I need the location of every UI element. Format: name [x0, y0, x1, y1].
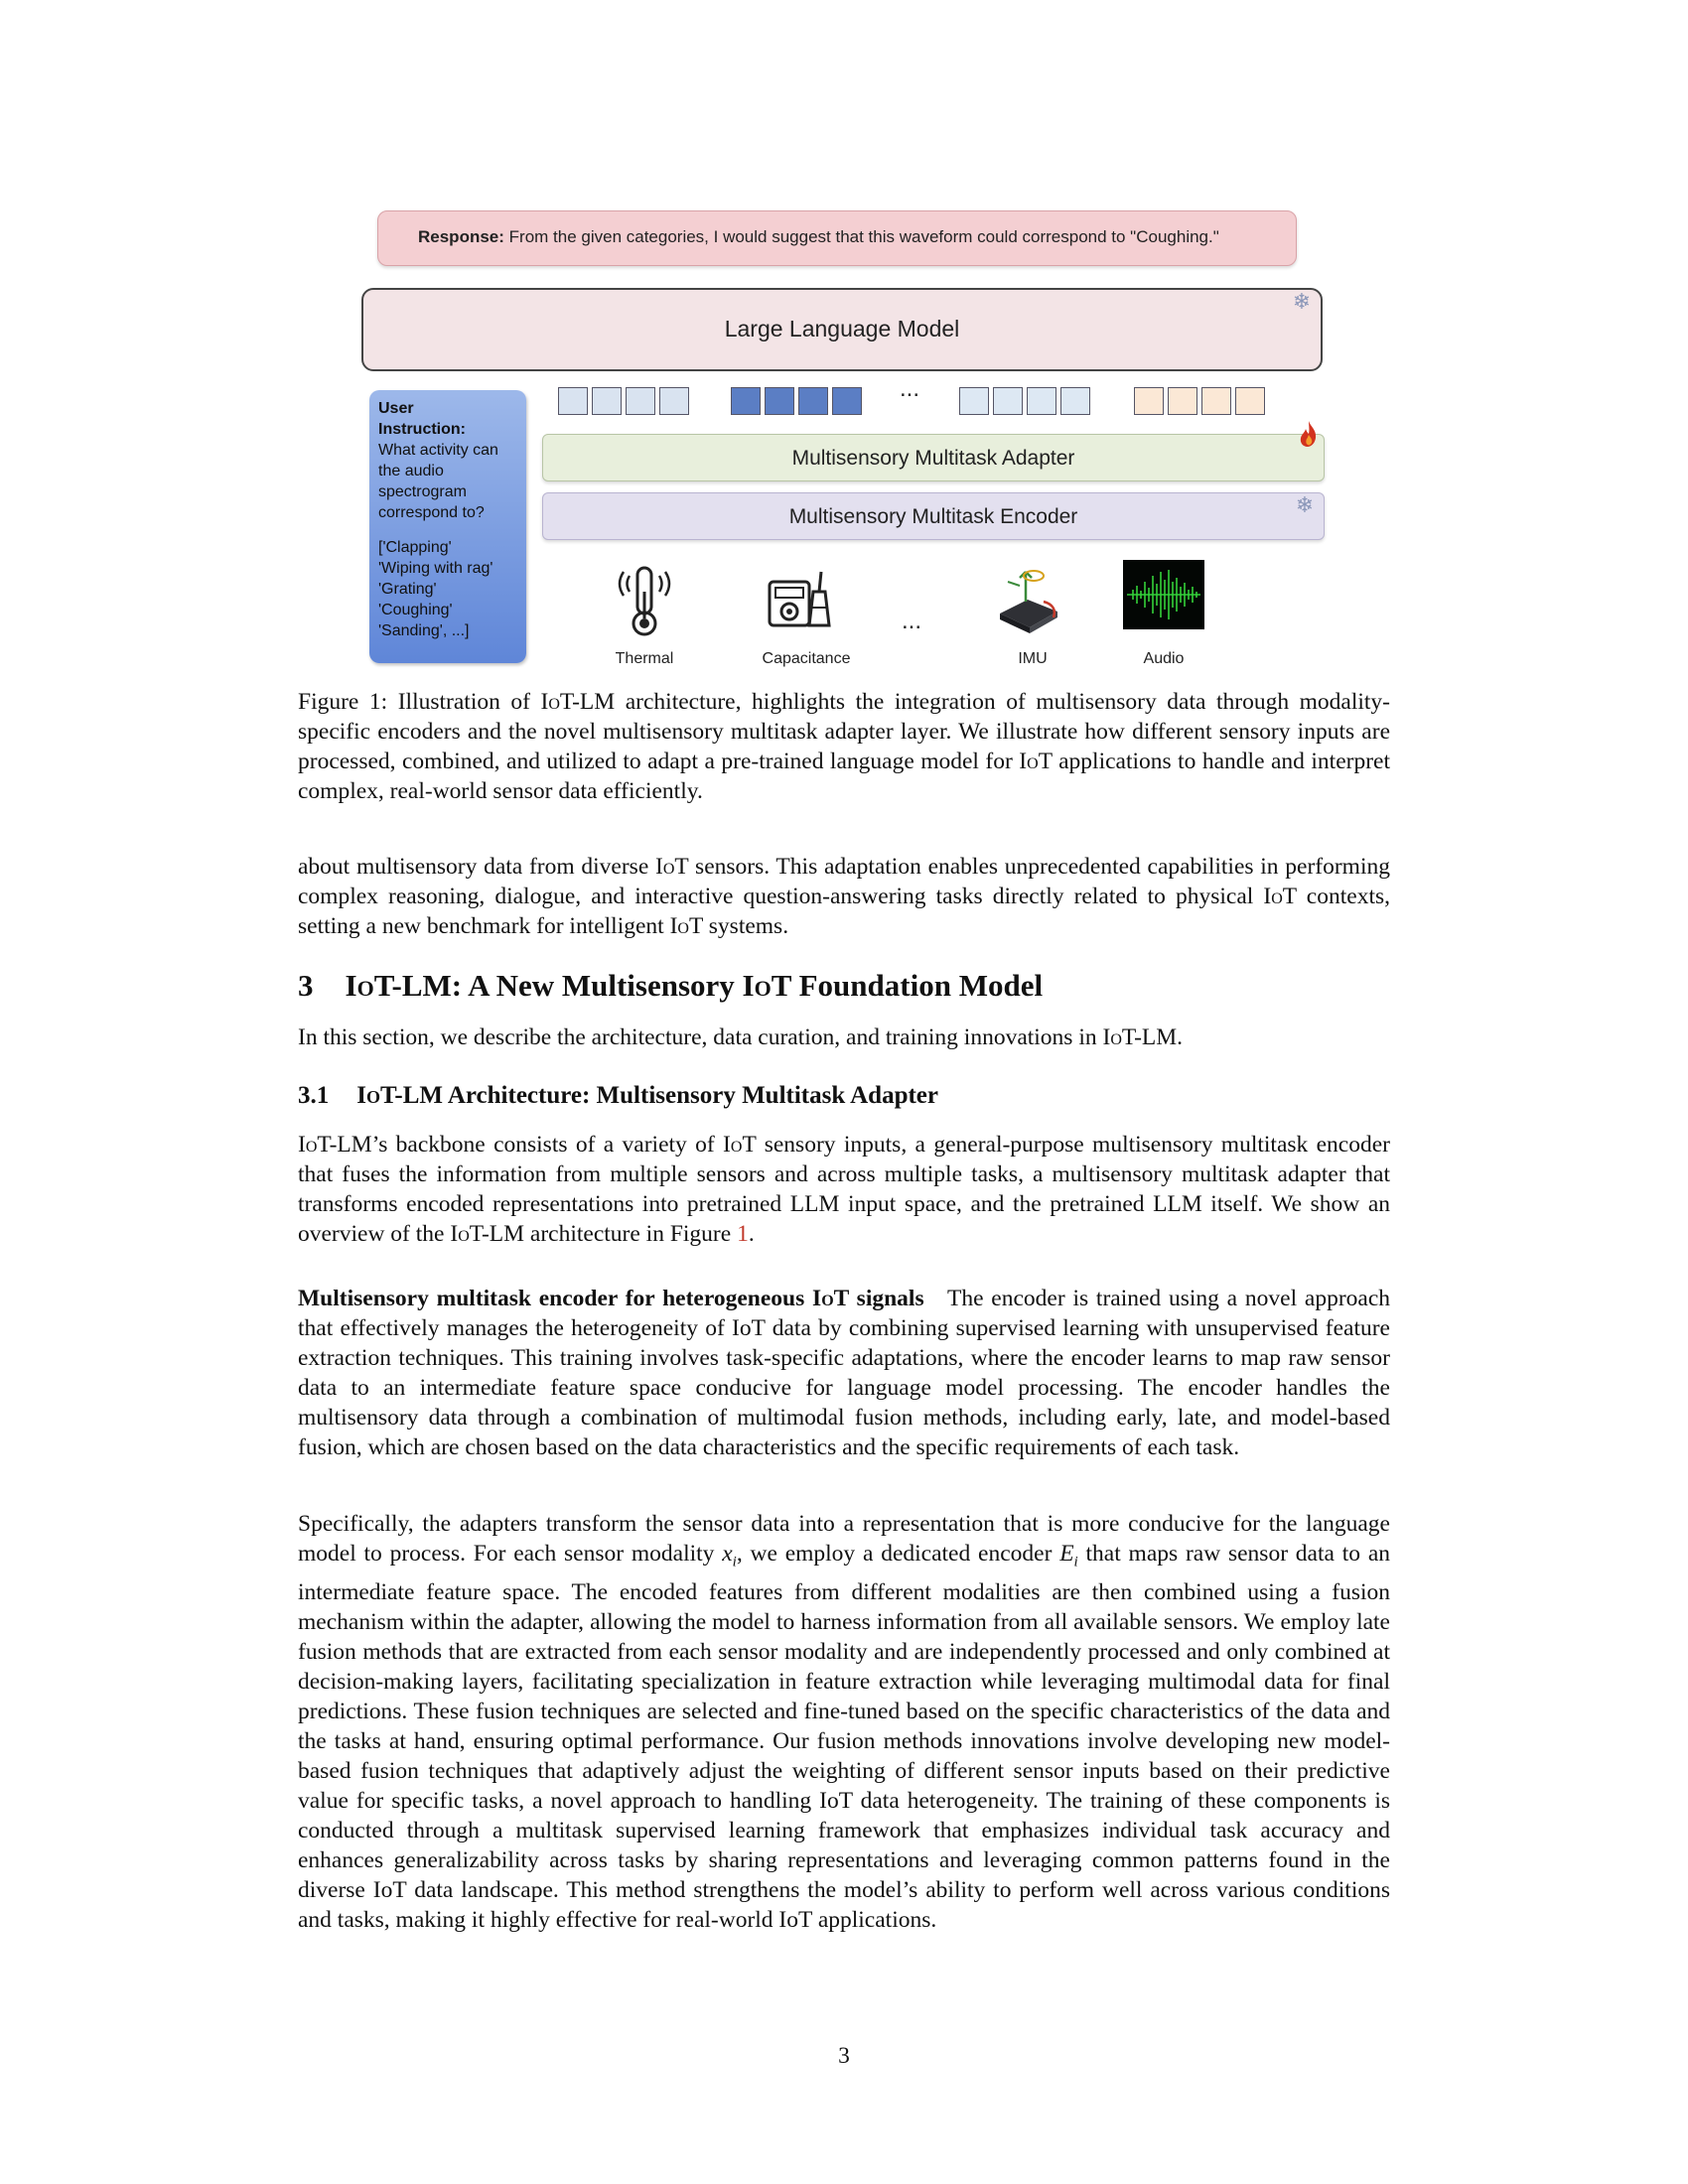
token	[558, 387, 588, 415]
imu-chip-icon	[988, 562, 1077, 641]
subsection-heading: 3.1 IoT-LM Architecture: Multisensory Multitask Adapter	[298, 1082, 938, 1109]
llm-label: Large Language Model	[724, 316, 960, 341]
token	[1235, 387, 1265, 415]
token	[1201, 387, 1231, 415]
token-group-capacitance	[731, 387, 862, 417]
token	[798, 387, 828, 415]
adapter-paragraph: Specifically, the adapters transform the sensor data into a representation that is more conducive for the language model to process. For each sensor modality $x_i$, we employ a dedicated encoder $E_i$ that maps raw sensor data to an intermediate feature space. The encoded features from different modalities are then combined using a fusion mechanism within the adapter, allowing the model to harness information from all available sensors. We employ late fusion methods that are extracted from each sensor modality and are independently processed and only combined at decision-making layers, facilitating specialization in feature extraction while leveraging multimodal data for final predictions. These fusion techniques are selected and fine-tuned based on the specific characteristics of the data and the tasks at hand, ensuring optimal performance. Our fusion methods innovations involve developing new model-based fusion techniques that adaptively adjust the weighting of different sensor inputs based on their predictive value for specific tasks, a novel approach to handling IoT data heterogeneity. The training of these components is conducted through a multitask supervised learning framework that emphasizes individual task accuracy and enhances generalizability across tasks by sharing representations and leveraging common patterns found in the diverse IoT data landscape. This method strengthens the model’s ability to perform well across various conditions and tasks, making it highly effective for real-world IoT applications.	[298, 1511, 1390, 1933]
token	[993, 387, 1023, 415]
token	[765, 387, 794, 415]
capacitance-sensor-icon	[762, 562, 851, 641]
adapter-label: Multisensory Multitask Adapter	[791, 447, 1075, 470]
snowflake-icon: ❄	[1292, 290, 1312, 315]
section-heading: 3 IoT-LM: A New Multisensory IoT Foundation Model	[298, 968, 1044, 1003]
encoder-box	[542, 492, 1325, 540]
paragraph-continued: about multisensory data from diverse IoT sensors. This adaptation enables unprecedented capabilities in performing complex reasoning, dialogue, and interactive question-answering tasks directly related to physical IoT contexts, setting a new benchmark for intelligent IoT systems.	[298, 854, 1390, 939]
token	[1027, 387, 1056, 415]
response-text: Response: From the given categories, I would suggest that this waveform could correspond to "Coughing."	[418, 227, 1219, 246]
user-instruction-box	[369, 390, 526, 663]
instruction-line: spectrogram	[378, 483, 467, 500]
token	[731, 387, 761, 415]
instruction-line: the audio	[378, 463, 444, 479]
instruction-line: correspond to?	[378, 504, 485, 521]
token-ellipsis: ...	[900, 375, 920, 402]
encoder-paragraph: Multisensory multitask encoder for heterogeneous IoT signals The encoder is trained using a novel approach that effectively manages the heterogeneity of IoT data by combining supervised learning with unsupervised feature extraction techniques. This training involves task-specific adaptations, where the encoder learns to map raw sensor data to an intermediate feature space conducive for language model processing. The encoder handles the multisensory data through a combination of multimodal fusion methods, including early, late, and model-based fusion, which are chosen based on the data characteristics and the specific requirements of each task.	[298, 1286, 1391, 1460]
page-number: 3	[838, 2043, 850, 2069]
section-intro: In this section, we describe the architecture, data curation, and training innovations in IoT-LM.	[298, 1024, 1184, 1050]
token-group-thermal	[558, 387, 689, 417]
instruction-line: What activity can	[378, 442, 498, 459]
encoder-label: Multisensory Multitask Encoder	[788, 505, 1078, 528]
token	[592, 387, 622, 415]
sensor-label-audio: Audio	[1143, 650, 1185, 667]
instruction-heading: User	[378, 400, 414, 417]
sensor-label-thermal: Thermal	[615, 650, 674, 667]
architecture-paragraph: IoT-LM’s backbone consists of a variety of IoT sensory inputs, a general-purpose multisensory multitask encoder that fuses the information from multiple sensors and across multiple tasks, a multisensory multitask adapter that transforms encoded representations into pretrained LLM input space, and the pretrained LLM itself. We show an overview of the IoT-LM architecture in Figure 1.	[298, 1132, 1390, 1247]
figure-1	[298, 199, 1390, 675]
option-line: 'Wiping with rag'	[378, 560, 493, 577]
flame-icon	[1297, 419, 1321, 449]
adapter-box	[542, 434, 1325, 481]
thermometer-icon	[600, 562, 689, 641]
sensor-label-capacitance: Capacitance	[762, 650, 851, 667]
instruction-heading: Instruction:	[378, 421, 466, 438]
token	[659, 387, 689, 415]
option-line: ['Clapping'	[378, 539, 452, 556]
token	[832, 387, 862, 415]
token-group-audio	[1134, 387, 1265, 417]
option-line: 'Grating'	[378, 581, 437, 598]
token	[626, 387, 655, 415]
option-line: 'Coughing'	[378, 602, 453, 618]
sensor-label-imu: IMU	[1018, 650, 1048, 667]
paragraph-heading: Multisensory multitask encoder for heterogeneous IoT signals	[298, 1286, 924, 1311]
sensor-ellipsis: ...	[902, 608, 922, 634]
token	[959, 387, 989, 415]
audio-spectrogram-icon	[1123, 560, 1204, 629]
snowflake-icon: ❄	[1295, 493, 1315, 518]
token	[1134, 387, 1164, 415]
token	[1168, 387, 1197, 415]
figure-caption: Figure 1: Illustration of IoT-LM architecture, highlights the integration of multisensory data through modality-specific encoders and the novel multisensory multitask adapter layer. We illustrate how different sensory inputs are processed, combined, and utilized to adapt a pre-trained language model for IoT applications to handle and interpret complex, real-world sensor data efficiently.	[298, 689, 1390, 804]
user-instruction-text	[378, 398, 522, 641]
llm-box	[361, 288, 1323, 371]
token-group-imu	[959, 387, 1090, 417]
token	[1060, 387, 1090, 415]
response-box	[377, 210, 1297, 266]
option-line: 'Sanding', ...]	[378, 622, 470, 639]
figure-reference-link[interactable]: 1	[737, 1221, 749, 1247]
